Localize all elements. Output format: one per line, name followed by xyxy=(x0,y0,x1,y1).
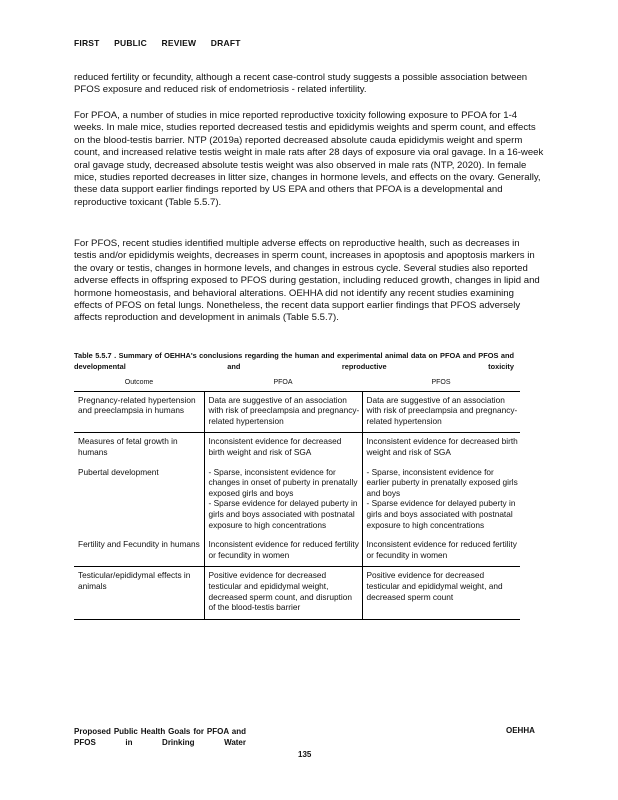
pfos-cell: Inconsistent evidence for reduced fertility or fecundity in women xyxy=(362,536,520,567)
pfos-cell: - Sparse, inconsistent evidence for earlier puberty in prenatally exposed girls and boys - Sparse evidence for delayed puberty in girls and boys associated with postnatal exposure to high concentrations xyxy=(362,464,520,537)
header-pfos: PFOS xyxy=(362,378,520,391)
pfoa-cell: Inconsistent evidence for decreased birth weight and risk of SGA xyxy=(204,433,362,464)
pfoa-cell: Data are suggestive of an association with risk of preeclampsia and pregnancy-related hypertension xyxy=(204,391,362,433)
outcome-cell: Fertility and Fecundity in humans xyxy=(74,536,204,567)
paragraph-fertility-intro xyxy=(74,72,544,97)
pfoa-cell: Positive evidence for decreased testicular and epididymal weight, decreased sperm count, and disruption of the blood-testis barrier xyxy=(204,567,362,619)
footer-agency: OEHHA xyxy=(506,726,535,735)
paragraph-pfos-animal xyxy=(74,238,544,325)
table-row xyxy=(74,391,520,433)
table-row xyxy=(74,433,520,464)
footer-document-title: Proposed Public Health Goals for PFOA and PFOS in Drinking Water xyxy=(74,727,246,747)
paragraph-text: For PFOA, a number of studies in mice reported reproductive toxicity following exposure to PFOA for 1-4 weeks. In male mice, studies reported decreased testis and epididymis weights and sperm count, and effects on the blood-testis barrier. NTP (2019a) reported decreased absolute cauda epididymis weight and sperm count, and increased relative testis weight in male rats after 28 days of exposure via oral gavage. In a 16-week oral gavage study, decreased absolute testis weight was also observed in male rats (NTP, 2020). In female mice, studies reported decreases in litter size, changes in hormone levels, and effects on the ovary. Generally, these data support earlier findings reported by US EPA and others that PFOA is a developmental and reproductive toxicant (Table 5.5.7). xyxy=(74,110,544,208)
table-caption: Table 5.5.7 . Summary of OEHHA's conclusions regarding the human and experimental animal data on PFOA and PFOS and developmental and reproductive toxicity xyxy=(74,351,514,371)
pfoa-cell: - Sparse, inconsistent evidence for changes in onset of puberty in prenatally exposed girls and boys - Sparse evidence for delayed puberty in girls and boys associated with postnatal exposure to high concentrations xyxy=(204,464,362,537)
paragraph-text: reduced fertility or fecundity, although a recent case-control study suggests a possible association between PFOS exposure and reduced risk of endometriosis - related infertility. xyxy=(74,72,528,96)
page-number: 135 xyxy=(298,750,312,759)
pfos-cell: Data are suggestive of an association with risk of preeclampsia and pregnancy-related hypertension xyxy=(362,391,520,433)
outcome-cell: Measures of fetal growth in humans xyxy=(78,436,178,457)
outcome-cell: Testicular/epididymal effects in animals xyxy=(74,567,204,619)
outcome-cell: Pubertal development xyxy=(78,466,159,477)
summary-table xyxy=(74,378,520,620)
table-row xyxy=(74,536,520,567)
paragraph-pfoa-animal xyxy=(74,110,544,209)
header-outcome: Outcome xyxy=(74,378,204,391)
pfoa-cell: Inconsistent evidence for reduced fertility or fecundity in women xyxy=(204,536,362,567)
paragraph-text: For PFOS, recent studies identified multiple adverse effects on reproductive health, such as decreases in testis and/or epididymis weights, decreases in sperm count, increases in apoptosis and apoptosis markers in the ovary or testis, changes in hormone levels, and changes in estrous cycle. Several studies also reported adverse effects in offspring exposed to PFOS during gestation, including reduced growth, changes in lipid and hormone homeostasis, and behavioral alterations. OEHHA did not identify any recent studies examining effects of PFOS on fetal lungs. Nonetheless, the recent data support earlier findings that PFOS adversely affects reproduction and development in animals (Table 5.5.7). xyxy=(74,238,540,324)
outcome-cell: Pregnancy-related hypertension and preeclampsia in humans xyxy=(74,391,204,433)
table-header-row xyxy=(74,378,520,391)
pfos-cell: Positive evidence for decreased testicular and epididymal weight, and decreased sperm count xyxy=(362,567,520,619)
header-pfoa: PFOA xyxy=(204,378,362,391)
table-row xyxy=(74,567,520,619)
table-row xyxy=(74,464,520,537)
pfos-cell: Inconsistent evidence for decreased birth weight and risk of SGA xyxy=(362,433,520,464)
draft-header: FIRST PUBLIC REVIEW DRAFT xyxy=(74,38,241,48)
